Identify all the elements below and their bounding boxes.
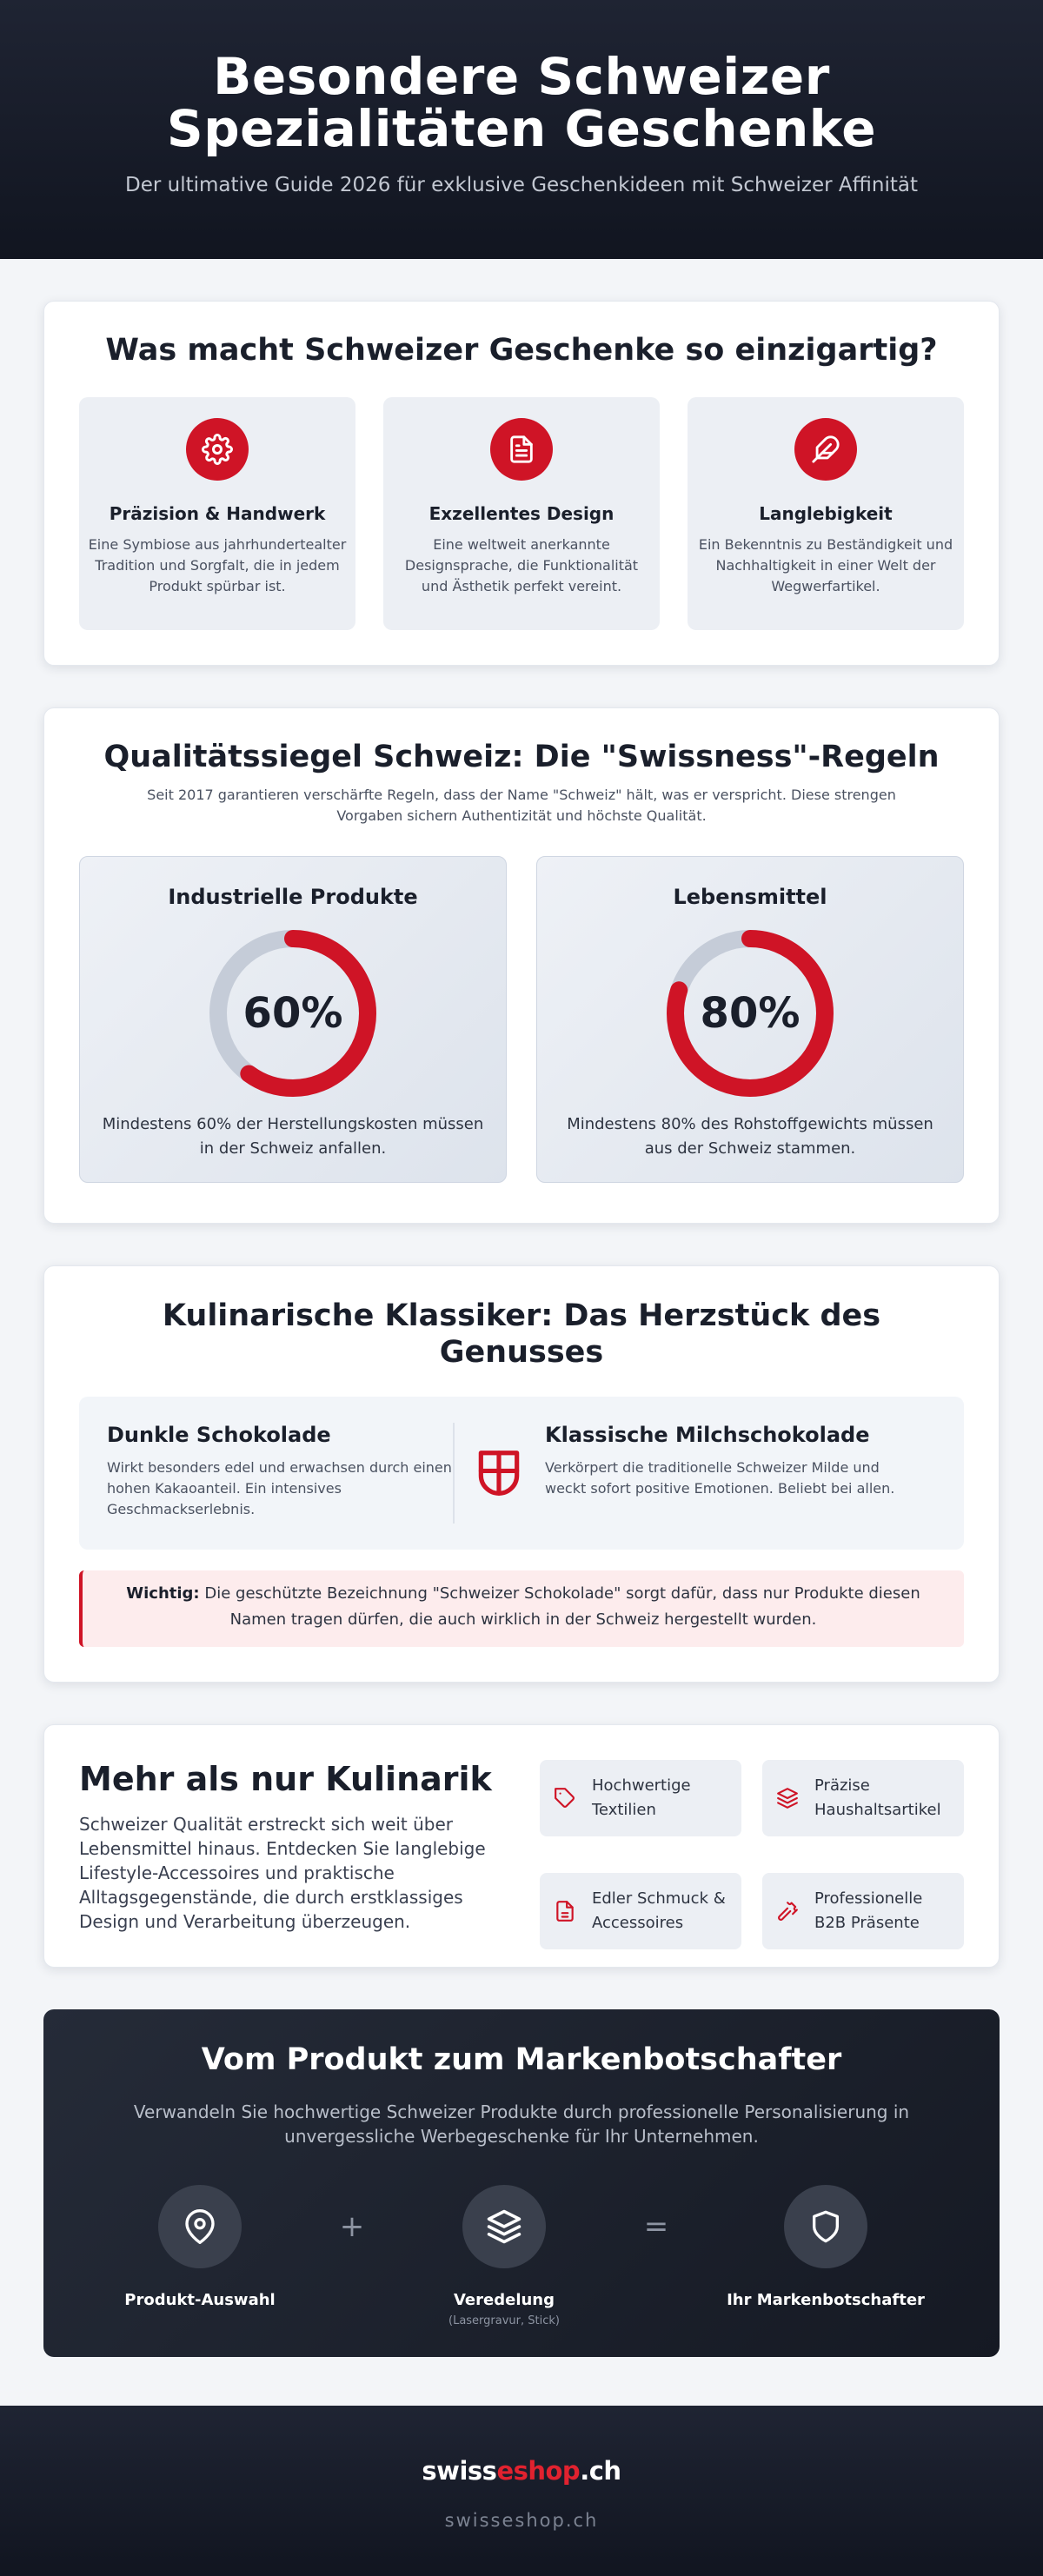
section-title: Vom Produkt zum Markenbotschafter xyxy=(201,2042,842,2077)
gear-icon xyxy=(186,418,249,481)
category-tile-textiles[interactable] xyxy=(540,1760,741,1836)
stat-card-food xyxy=(536,856,964,1183)
step-product-selection xyxy=(113,2185,287,2309)
hero-header xyxy=(0,0,1043,259)
note-label: Wichtig: xyxy=(126,1584,200,1603)
note-text: Die geschützte Bezeichnung "Schweizer Schokolade" sorgt dafür, dass nur Produkte diesen Namen tragen dürfen, die auch wirklich in der Schweiz hergestellt wurden. xyxy=(204,1584,920,1629)
feather-icon xyxy=(794,418,857,481)
feature-text: Eine weltweit anerkannte Designsprache, die Funktionalität und Ästhetik perfekt vereint. xyxy=(404,536,639,594)
step-brand-ambassador xyxy=(721,2185,930,2309)
map-pin-icon xyxy=(158,2185,242,2268)
step-label: Produkt-Auswahl xyxy=(124,2291,276,2309)
plus-sign: + xyxy=(339,2209,365,2244)
stat-text: Mindestens 60% der Herstellungskosten müssen in der Schweiz anfallen. xyxy=(102,1115,484,1158)
feature-card-design xyxy=(383,397,660,630)
feature-title: Präzision & Handwerk xyxy=(109,503,326,524)
chocolate-text: Verkörpert die traditionelle Schweizer Milde und weckt sofort positive Emotionen. Beliebt bei allen. xyxy=(545,1459,895,1497)
stat-text: Mindestens 80% des Rohstoffgewichts müssen aus der Schweiz stammen. xyxy=(567,1115,933,1158)
stat-card-industrial xyxy=(79,856,507,1183)
tile-label: Edler Schmuck & Accessoires xyxy=(592,1889,726,1932)
logo-part: .ch xyxy=(580,2456,621,2486)
chocolate-compare xyxy=(79,1397,964,1550)
feature-card-precision xyxy=(79,397,355,630)
layers-icon xyxy=(776,1787,799,1809)
chocolate-bar-icon xyxy=(472,1446,526,1500)
stat-title: Industrielle Produkte xyxy=(168,885,418,909)
document-icon xyxy=(490,418,553,481)
divider xyxy=(453,1423,455,1524)
section-title: Qualitätssiegel Schweiz: Die "Swissness"-Regeln xyxy=(103,740,940,774)
section-unique xyxy=(43,301,1000,666)
feature-title: Langlebigkeit xyxy=(759,503,893,524)
category-tile-jewelry[interactable] xyxy=(540,1873,741,1949)
footer xyxy=(0,2406,1043,2576)
equals-sign: = xyxy=(643,2209,669,2244)
section-text: Schweizer Qualität erstreckt sich weit über Lebensmittel hinaus. Entdecken Sie langlebige Lifestyle-Accessoires und praktische Alltagsgegenstände, die durch erstklassiges Design und Verarbeitung überzeugen. xyxy=(79,1814,486,1932)
section-subtitle: Seit 2017 garantieren verschärfte Regeln, dass der Name "Schweiz" hält, was er verspricht. Diese strengen Vorgaben sichern Authentizität und höchste Qualität. xyxy=(147,787,896,824)
page-subtitle: Der ultimative Guide 2026 für exklusive Geschenkideen mit Schweizer Affinität xyxy=(125,174,918,196)
section-more xyxy=(43,1724,1000,1968)
donut-chart-industrial xyxy=(206,926,380,1100)
file-icon xyxy=(554,1900,576,1922)
dark-chocolate-block xyxy=(107,1423,453,1550)
chocolate-title: Dunkle Schokolade xyxy=(107,1423,331,1447)
brand-logo[interactable] xyxy=(0,2456,1043,2486)
donut-value: 60% xyxy=(242,989,343,1038)
process-flow xyxy=(43,2185,1000,2327)
donut-value: 80% xyxy=(700,989,801,1038)
section-brand-ambassador xyxy=(43,2009,1000,2357)
important-note xyxy=(79,1570,964,1647)
footer-url[interactable]: swisseshop.ch xyxy=(444,2510,599,2531)
donut-chart-food xyxy=(663,926,837,1100)
tag-icon xyxy=(554,1787,576,1809)
milk-chocolate-block xyxy=(545,1423,910,1550)
section-culinary xyxy=(43,1265,1000,1683)
section-swissness xyxy=(43,707,1000,1224)
section-subtitle: Verwandeln Sie hochwertige Schweizer Produkte durch professionelle Personalisierung in unvergessliche Werbegeschenke für Ihr Unternehmen. xyxy=(133,2101,910,2147)
tile-label: Hochwertige Textilien xyxy=(592,1776,691,1819)
step-refinement xyxy=(417,2185,591,2327)
category-tile-b2b[interactable] xyxy=(762,1873,964,1949)
layers-icon xyxy=(462,2185,546,2268)
tile-label: Professionelle B2B Präsente xyxy=(814,1889,923,1932)
chocolate-text: Wirkt besonders edel und erwachsen durch einen hohen Kakaoanteil. Ein intensives Geschmackserlebnis. xyxy=(107,1459,452,1517)
hammer-icon xyxy=(776,1900,799,1922)
stat-title: Lebensmittel xyxy=(673,885,827,909)
feature-card-durability xyxy=(688,397,964,630)
section-title: Mehr als nur Kulinarik xyxy=(79,1760,492,1798)
chocolate-title: Klassische Milchschokolade xyxy=(545,1423,870,1447)
section-title: Was macht Schweizer Geschenke so einzigartig? xyxy=(105,333,938,368)
tile-label: Präzise Haushaltsartikel xyxy=(814,1776,941,1819)
step-note: (Lasergravur, Stick) xyxy=(448,2314,560,2327)
shield-icon xyxy=(784,2185,867,2268)
step-label: Veredelung xyxy=(453,2291,555,2309)
feature-text: Ein Bekenntnis zu Beständigkeit und Nachhaltigkeit in einer Welt der Wegwerfartikel. xyxy=(698,536,953,594)
feature-title: Exzellentes Design xyxy=(428,503,615,524)
logo-part-accent: eshop xyxy=(496,2456,581,2486)
page-title: Besondere Schweizer Spezialitäten Geschenke xyxy=(166,47,877,158)
feature-text: Eine Symbiose aus jahrhundertealter Tradition und Sorgfalt, die in jedem Produkt spürbar ist. xyxy=(88,536,347,594)
step-label: Ihr Markenbotschafter xyxy=(727,2291,925,2309)
logo-part: swiss xyxy=(422,2456,497,2486)
section-title: Kulinarische Klassiker: Das Herzstück des Genusses xyxy=(162,1298,881,1370)
category-tile-household[interactable] xyxy=(762,1760,964,1836)
